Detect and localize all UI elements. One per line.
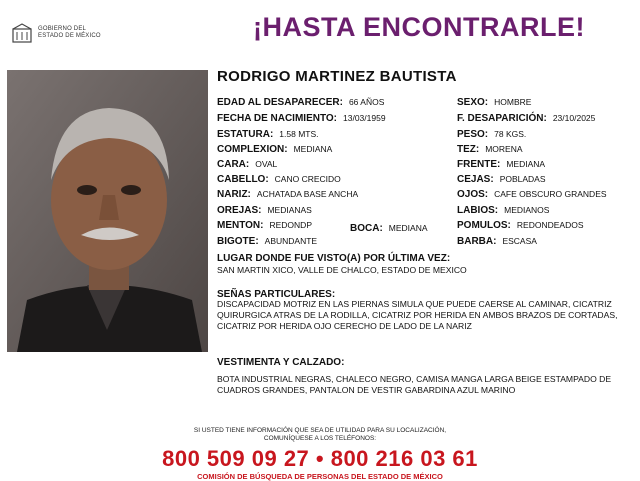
field-value: MEDIANA	[388, 223, 428, 233]
field-label: CARA:	[217, 159, 250, 170]
field-value: 23/10/2025	[552, 113, 596, 123]
contact-note-line-2: COMUNÍQUESE A LOS TELÉFONOS:	[263, 435, 377, 442]
field-frente	[457, 159, 545, 170]
field-value: MEDIANOS	[504, 205, 550, 215]
field-labios	[457, 205, 549, 216]
field-tez	[457, 144, 523, 155]
field-value: POBLADAS	[499, 174, 546, 184]
field-label: BOCA:	[350, 223, 383, 234]
field-barba	[457, 236, 537, 247]
field-bigote	[217, 236, 317, 247]
logo-text	[38, 26, 101, 40]
field-value: MORENA	[485, 144, 523, 154]
field-value: CANO CRECIDO	[274, 174, 341, 184]
field-value: 66 AÑOS	[348, 97, 385, 107]
field-label: BIGOTE:	[217, 236, 259, 247]
field-label: POMULOS:	[457, 220, 511, 231]
field-label: COMPLEXION:	[217, 144, 288, 155]
field-label: SEXO:	[457, 97, 489, 108]
person-name: RODRIGO MARTINEZ BAUTISTA	[217, 68, 457, 85]
lugar-text: SAN MARTIN XICO, VALLE DE CHALCO, ESTADO DE MEXICO	[217, 265, 467, 275]
field-orejas	[217, 205, 312, 216]
field-cabello	[217, 174, 341, 185]
field-value: 13/03/1959	[343, 113, 386, 123]
field-label: CEJAS:	[457, 174, 494, 185]
phone-numbers: 800 509 09 27 • 800 216 03 61	[162, 446, 478, 471]
field-value: ABUNDANTE	[264, 236, 318, 246]
field-menton	[217, 220, 312, 231]
vestimenta-text: BOTA INDUSTRIAL NEGRAS, CHALECO NEGRO, CAMISA MANGA LARGA BEIGE ESTAMPADO DE CUADROS GRANDES, PANTALON DE VESTIR GABARDINA AZUL MARINO	[217, 374, 612, 395]
senas-title: SEÑAS PARTICULARES:	[217, 289, 336, 300]
field-estatura	[217, 129, 319, 140]
field-edad	[217, 97, 384, 108]
field-value: REDONDP	[269, 220, 312, 230]
field-desaparicion	[457, 113, 595, 124]
contact-note	[0, 427, 640, 443]
government-logo	[10, 20, 120, 46]
field-value: 78 KGS.	[494, 129, 527, 139]
commission-name: COMISIÓN DE BÚSQUEDA DE PERSONAS DEL ESTADO DE MÉXICO	[197, 472, 443, 481]
field-ojos	[457, 189, 607, 200]
field-value: CAFE OBSCURO GRANDES	[494, 189, 607, 199]
field-label: FECHA DE NACIMIENTO:	[217, 113, 337, 124]
lugar-title: LUGAR DONDE FUE VISTO(A) POR ÚLTIMA VEZ:	[217, 253, 451, 264]
field-nariz	[217, 189, 358, 200]
field-label: FRENTE:	[457, 159, 501, 170]
field-label: LABIOS:	[457, 205, 499, 216]
field-label: NARIZ:	[217, 189, 251, 200]
person-photo	[7, 70, 208, 352]
banner-title: ¡HASTA ENCONTRARLE!	[253, 12, 585, 42]
field-label: OJOS:	[457, 189, 489, 200]
logo-line-1: GOBIERNO DEL	[38, 26, 87, 32]
field-value: MEDIANAS	[267, 205, 312, 215]
field-value: MEDIANA	[506, 159, 546, 169]
vestimenta-title: VESTIMENTA Y CALZADO:	[217, 357, 345, 368]
logo-line-2: ESTADO DE MÉXICO	[38, 33, 101, 39]
field-nacimiento	[217, 113, 386, 124]
field-value: MEDIANA	[293, 144, 333, 154]
field-value: HOMBRE	[494, 97, 532, 107]
field-label: CABELLO:	[217, 174, 269, 185]
field-value: OVAL	[255, 159, 278, 169]
field-pomulos	[457, 220, 583, 231]
field-label: MENTON:	[217, 220, 264, 231]
field-value: REDONDEADOS	[516, 220, 584, 230]
field-label: TEZ:	[457, 144, 480, 155]
contact-note-line-1: SI USTED TIENE INFORMACIÓN QUE SEA DE UTILIDAD PARA SU LOCALIZACIÓN,	[193, 427, 447, 434]
field-label: EDAD AL DESAPARECER:	[217, 97, 343, 108]
field-label: F. DESAPARICIÓN:	[457, 113, 547, 124]
field-sexo	[457, 97, 531, 108]
field-complexion	[217, 144, 332, 155]
field-boca	[350, 223, 428, 234]
state-seal-icon	[10, 21, 34, 45]
field-label: BARBA:	[457, 236, 497, 247]
field-peso	[457, 129, 526, 140]
field-value: ACHATADA BASE ANCHA	[256, 189, 359, 199]
field-value: ESCASA	[502, 236, 537, 246]
field-label: OREJAS:	[217, 205, 262, 216]
field-label: PESO:	[457, 129, 489, 140]
field-cara	[217, 159, 277, 170]
field-cejas	[457, 174, 546, 185]
senas-text: DISCAPACIDAD MOTRIZ EN LAS PIERNAS SIMULA QUE PUEDE CAERSE AL CAMINAR, CICATRIZ QUIRURGICA ATRAS DE LA RODILLA, CICATRIZ POR HERIDA EN AMBOS BRAZOS DE CORTADAS, CICATRIZ POR HERIDA OJO CERECHO DE LADO DE LA NARIZ	[217, 299, 618, 331]
field-label: ESTATURA:	[217, 129, 274, 140]
field-value: 1.58 MTS.	[279, 129, 319, 139]
